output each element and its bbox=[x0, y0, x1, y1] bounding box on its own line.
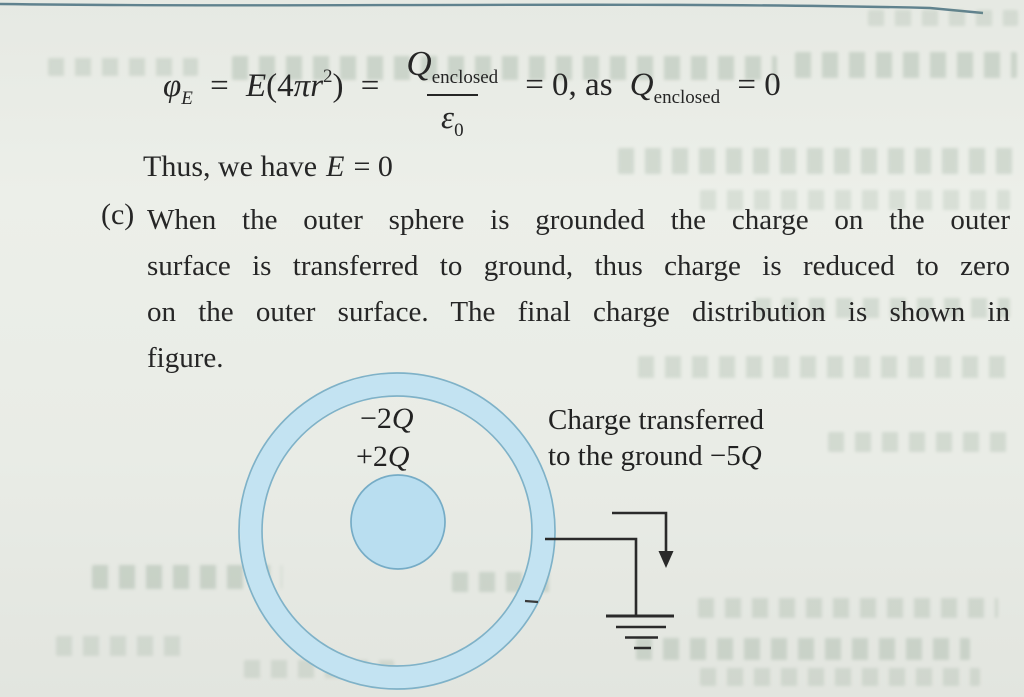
numerator-subscript: enclosed bbox=[431, 67, 499, 88]
item-marker-c: (c) bbox=[101, 198, 135, 231]
caption-line2-q: Q bbox=[740, 440, 762, 472]
paragraph-line: surface is transferred to ground, thus charge is reduced to zero bbox=[147, 250, 1010, 282]
stray-print-mark bbox=[525, 601, 538, 602]
diagram-caption-line1: Charge transferred bbox=[548, 404, 765, 436]
thus-prefix: Thus, we have bbox=[143, 150, 318, 183]
paragraph-line: on the outer surface. The final charge distribution is shown in bbox=[147, 296, 1010, 328]
thus-suffix: = 0 bbox=[353, 150, 393, 183]
equation-result: = 0, as bbox=[525, 67, 613, 103]
equation-final-zero: = 0 bbox=[737, 67, 781, 103]
diagram-caption-line2 bbox=[548, 440, 762, 473]
thus-e-symbol: E bbox=[326, 150, 345, 183]
equation-close-paren: ) bbox=[332, 68, 344, 104]
denominator-subscript: 0 bbox=[454, 120, 464, 141]
shell-charge-label bbox=[360, 402, 414, 436]
equation-field-e: E bbox=[246, 68, 267, 104]
equation-equals: = bbox=[210, 68, 229, 104]
shell-charge-q: Q bbox=[391, 402, 414, 435]
charge-flow-arrow bbox=[612, 513, 674, 568]
numerator-q: Q bbox=[406, 44, 432, 83]
equation-exponent: 2 bbox=[323, 66, 333, 87]
equation-q-enclosed-subscript: enclosed bbox=[653, 87, 721, 108]
equation-phi-subscript: E bbox=[181, 88, 193, 109]
inner-charge-label bbox=[356, 440, 410, 474]
ground-symbol bbox=[606, 616, 674, 648]
equation-equals: = bbox=[360, 68, 380, 104]
equation-pi-r: πr bbox=[293, 68, 324, 104]
inner-charge-q: Q bbox=[387, 440, 410, 473]
equation-open-paren: (4 bbox=[266, 68, 294, 104]
denominator-epsilon: ε bbox=[441, 100, 455, 136]
inner-sphere bbox=[351, 475, 445, 569]
inner-charge-value: +2 bbox=[356, 440, 388, 473]
paragraph-line: figure. bbox=[147, 342, 224, 374]
ground-wire bbox=[545, 539, 636, 616]
caption-line2-text: to the ground −5 bbox=[548, 440, 741, 472]
paragraph-line: When the outer sphere is grounded the charge on the outer bbox=[147, 204, 1010, 236]
equation-phi: φ bbox=[163, 68, 182, 104]
shell-charge-value: −2 bbox=[360, 402, 392, 435]
equation-q-enclosed: Q bbox=[629, 67, 654, 103]
